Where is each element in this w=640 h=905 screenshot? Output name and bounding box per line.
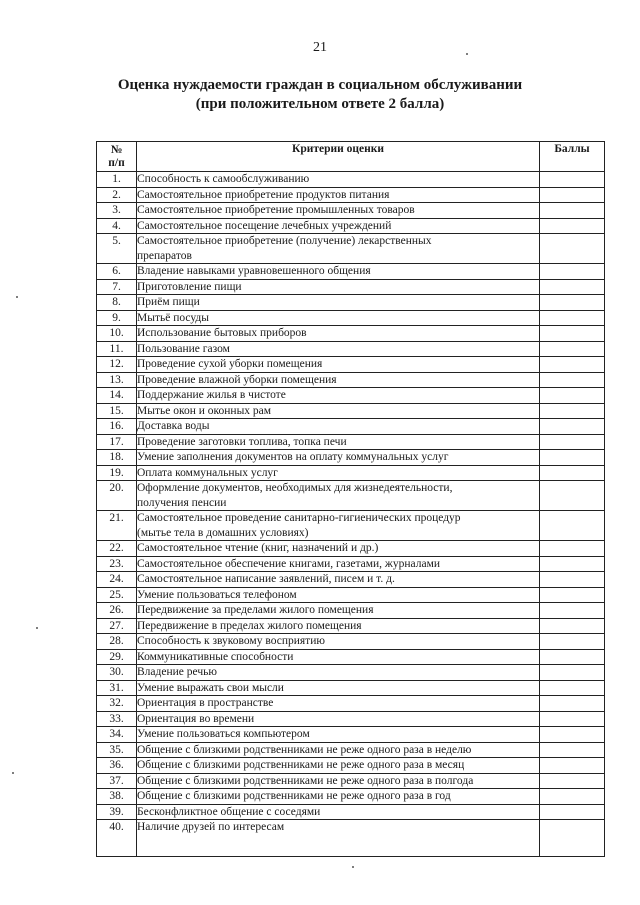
table-row bbox=[97, 680, 605, 696]
table-row bbox=[97, 773, 605, 789]
row-criterion bbox=[137, 218, 540, 234]
row-criterion bbox=[137, 587, 540, 603]
title-line-1: Оценка нуждаемости граждан в социальном обслуживании bbox=[117, 77, 523, 93]
row-score-cell[interactable] bbox=[540, 820, 605, 857]
row-criterion bbox=[137, 264, 540, 280]
table-row bbox=[97, 634, 605, 650]
row-number: 32. bbox=[97, 696, 137, 712]
row-number: 39. bbox=[97, 804, 137, 820]
criterion-text: Проведение влажной уборки помещения bbox=[137, 373, 337, 386]
row-criterion bbox=[137, 372, 540, 388]
criterion-text: Самостоятельное обеспечение книгами, газетами, журналами bbox=[137, 557, 441, 570]
criterion-text: Умение пользоваться телефоном bbox=[137, 588, 297, 601]
table-row bbox=[97, 203, 605, 219]
row-score-cell[interactable] bbox=[540, 680, 605, 696]
row-number: 12. bbox=[97, 357, 137, 373]
row-number: 11. bbox=[97, 341, 137, 357]
table-row bbox=[97, 372, 605, 388]
row-number: 23. bbox=[97, 556, 137, 572]
criterion-text: Самостоятельное посещение лечебных учреждений bbox=[137, 219, 392, 232]
criterion-text: Умение заполнения документов на оплату коммунальных услуг bbox=[137, 451, 449, 463]
criterion-text: Самостоятельное приобретение (получение) лекарственных bbox=[137, 235, 432, 247]
row-criterion bbox=[137, 203, 540, 219]
criterion-text: Общение с близкими родственниками не реже одного раза в год bbox=[137, 790, 451, 802]
row-score-cell[interactable] bbox=[540, 419, 605, 435]
row-criterion bbox=[137, 618, 540, 634]
table-row bbox=[97, 727, 605, 743]
table-row bbox=[97, 310, 605, 326]
criterion-text: Ориентация во времени bbox=[137, 712, 255, 725]
row-score-cell[interactable] bbox=[540, 789, 605, 805]
criterion-text: Проведение заготовки топлива, топка печи bbox=[137, 435, 347, 448]
row-criterion bbox=[137, 388, 540, 404]
row-score-cell[interactable] bbox=[540, 279, 605, 295]
header-criteria: Критерии оценки bbox=[137, 142, 540, 172]
row-score-cell[interactable] bbox=[540, 465, 605, 481]
table-row bbox=[97, 541, 605, 557]
row-score-cell[interactable] bbox=[540, 403, 605, 419]
row-criterion bbox=[137, 820, 540, 857]
row-score-cell[interactable] bbox=[540, 603, 605, 619]
row-criterion bbox=[137, 789, 540, 805]
row-criterion bbox=[137, 511, 540, 541]
criterion-text: Передвижение в пределах жилого помещения bbox=[137, 619, 362, 632]
row-number: 35. bbox=[97, 742, 137, 758]
criterion-text: Способность к звуковому восприятию bbox=[137, 635, 325, 647]
table-row bbox=[97, 649, 605, 665]
row-number: 1. bbox=[97, 172, 137, 188]
row-score-cell[interactable] bbox=[540, 172, 605, 188]
row-criterion bbox=[137, 603, 540, 619]
row-number: 21. bbox=[97, 511, 137, 541]
row-score-cell[interactable] bbox=[540, 541, 605, 557]
row-number: 5. bbox=[97, 234, 137, 264]
row-number: 27. bbox=[97, 618, 137, 634]
row-number: 19. bbox=[97, 465, 137, 481]
table-row bbox=[97, 511, 605, 541]
table-row bbox=[97, 465, 605, 481]
row-score-cell[interactable] bbox=[540, 556, 605, 572]
table-row bbox=[97, 665, 605, 681]
table-row bbox=[97, 587, 605, 603]
criterion-text: Доставка воды bbox=[137, 420, 210, 432]
row-criterion bbox=[137, 357, 540, 373]
criterion-text: Оформление документов, необходимых для жизнедеятельности, bbox=[137, 482, 453, 494]
row-criterion bbox=[137, 572, 540, 588]
row-score-cell[interactable] bbox=[540, 742, 605, 758]
table-row bbox=[97, 264, 605, 280]
criterion-text: Приготовление пищи bbox=[137, 280, 242, 293]
row-number: 9. bbox=[97, 310, 137, 326]
row-number: 33. bbox=[97, 711, 137, 727]
table-row bbox=[97, 434, 605, 450]
criteria-rows bbox=[97, 172, 605, 857]
scan-speck bbox=[36, 627, 38, 629]
row-number: 18. bbox=[97, 450, 137, 466]
row-score-cell[interactable] bbox=[540, 357, 605, 373]
row-score-cell[interactable] bbox=[540, 665, 605, 681]
row-criterion bbox=[137, 649, 540, 665]
row-score-cell[interactable] bbox=[540, 326, 605, 342]
row-number: 28. bbox=[97, 634, 137, 650]
row-number: 14. bbox=[97, 388, 137, 404]
criterion-text: Умение пользоваться компьютером bbox=[137, 728, 310, 740]
criterion-text: (мытье тела в домашних условиях) bbox=[137, 526, 309, 539]
criterion-text: Владение навыками уравновешенного общения bbox=[137, 265, 371, 277]
criterion-text: Проведение сухой уборки помещения bbox=[137, 358, 323, 370]
criterion-text: Самостоятельное приобретение промышленных товаров bbox=[137, 204, 415, 216]
table-row bbox=[97, 279, 605, 295]
criterion-text: препаратов bbox=[137, 249, 192, 262]
row-criterion bbox=[137, 279, 540, 295]
row-score-cell[interactable] bbox=[540, 773, 605, 789]
table-row bbox=[97, 326, 605, 342]
row-score-cell[interactable] bbox=[540, 727, 605, 743]
criterion-text: Общение с близкими родственниками не реже одного раза в месяц bbox=[137, 759, 465, 771]
criterion-text: Умение выражать свои мысли bbox=[137, 681, 284, 694]
scan-speck bbox=[12, 772, 14, 774]
criterion-text: Поддержание жилья в чистоте bbox=[137, 389, 286, 401]
row-score-cell[interactable] bbox=[540, 203, 605, 219]
row-score-cell[interactable] bbox=[540, 450, 605, 466]
row-criterion bbox=[137, 742, 540, 758]
row-score-cell[interactable] bbox=[540, 264, 605, 280]
scan-speck bbox=[16, 296, 18, 298]
criterion-text: Владение речью bbox=[137, 666, 217, 678]
criterion-text: Общение с близкими родственниками не реже одного раза в полгода bbox=[137, 774, 474, 787]
table-row bbox=[97, 758, 605, 774]
row-score-cell[interactable] bbox=[540, 758, 605, 774]
row-number: 15. bbox=[97, 403, 137, 419]
table-row bbox=[97, 388, 605, 404]
header-number bbox=[97, 142, 137, 172]
row-number: 16. bbox=[97, 419, 137, 435]
row-score-cell[interactable] bbox=[540, 696, 605, 712]
row-number: 26. bbox=[97, 603, 137, 619]
row-score-cell[interactable] bbox=[540, 295, 605, 311]
row-score-cell[interactable] bbox=[540, 388, 605, 404]
header-score: Баллы bbox=[540, 142, 605, 172]
row-number: 8. bbox=[97, 295, 137, 311]
row-number: 17. bbox=[97, 434, 137, 450]
row-criterion bbox=[137, 680, 540, 696]
row-number: 4. bbox=[97, 218, 137, 234]
row-criterion bbox=[137, 804, 540, 820]
row-score-cell[interactable] bbox=[540, 511, 605, 541]
row-number: 2. bbox=[97, 187, 137, 203]
header-number-abbr: п/п bbox=[108, 156, 125, 169]
row-score-cell[interactable] bbox=[540, 587, 605, 603]
row-criterion bbox=[137, 310, 540, 326]
row-criterion bbox=[137, 665, 540, 681]
row-score-cell[interactable] bbox=[540, 572, 605, 588]
row-criterion bbox=[137, 434, 540, 450]
page-title bbox=[0, 76, 640, 114]
row-criterion bbox=[137, 481, 540, 511]
criterion-text: Способность к самообслуживанию bbox=[137, 173, 310, 185]
row-score-cell[interactable] bbox=[540, 372, 605, 388]
criterion-text: Передвижение за пределами жилого помещения bbox=[137, 604, 374, 616]
table-row bbox=[97, 172, 605, 188]
row-number: 22. bbox=[97, 541, 137, 557]
row-number: 34. bbox=[97, 727, 137, 743]
row-number: 3. bbox=[97, 203, 137, 219]
row-number: 10. bbox=[97, 326, 137, 342]
row-criterion bbox=[137, 696, 540, 712]
criterion-text: Мытье окон и оконных рам bbox=[137, 404, 272, 417]
row-score-cell[interactable] bbox=[540, 218, 605, 234]
scan-speck bbox=[466, 53, 468, 55]
row-criterion bbox=[137, 295, 540, 311]
row-number: 29. bbox=[97, 649, 137, 665]
table-row bbox=[97, 618, 605, 634]
table-row bbox=[97, 218, 605, 234]
row-number: 20. bbox=[97, 481, 137, 511]
page-number: 21 bbox=[313, 40, 327, 55]
title-line-2: (при положительном ответе 2 балла) bbox=[195, 96, 445, 112]
table-row bbox=[97, 711, 605, 727]
row-score-cell[interactable] bbox=[540, 649, 605, 665]
row-number: 30. bbox=[97, 665, 137, 681]
table-row bbox=[97, 481, 605, 511]
criterion-text: Оплата коммунальных услуг bbox=[137, 466, 278, 479]
row-criterion bbox=[137, 341, 540, 357]
table-row bbox=[97, 820, 605, 857]
row-number: 40. bbox=[97, 820, 137, 857]
row-score-cell[interactable] bbox=[540, 481, 605, 511]
row-criterion bbox=[137, 187, 540, 203]
criterion-text: Самостоятельное написание заявлений, писем и т. д. bbox=[137, 573, 395, 585]
scan-speck bbox=[352, 866, 354, 868]
row-criterion bbox=[137, 172, 540, 188]
row-criterion bbox=[137, 634, 540, 650]
table-row bbox=[97, 742, 605, 758]
table-row bbox=[97, 789, 605, 805]
table-row bbox=[97, 234, 605, 264]
criteria-table bbox=[96, 141, 605, 857]
row-number: 6. bbox=[97, 264, 137, 280]
row-criterion bbox=[137, 465, 540, 481]
row-criterion bbox=[137, 773, 540, 789]
criterion-text: Самостоятельное проведение санитарно-гигиенических процедур bbox=[137, 512, 461, 524]
row-criterion bbox=[137, 234, 540, 264]
row-score-cell[interactable] bbox=[540, 634, 605, 650]
row-number: 38. bbox=[97, 789, 137, 805]
criterion-text: Наличие друзей по интересам bbox=[137, 821, 285, 833]
row-score-cell[interactable] bbox=[540, 310, 605, 326]
row-score-cell[interactable] bbox=[540, 711, 605, 727]
row-score-cell[interactable] bbox=[540, 804, 605, 820]
row-criterion bbox=[137, 556, 540, 572]
row-score-cell[interactable] bbox=[540, 187, 605, 203]
row-number: 31. bbox=[97, 680, 137, 696]
row-score-cell[interactable] bbox=[540, 618, 605, 634]
criterion-text: Приём пищи bbox=[137, 296, 200, 308]
row-number: 13. bbox=[97, 372, 137, 388]
row-number: 37. bbox=[97, 773, 137, 789]
criterion-text: Общение с близкими родственниками не реже одного раза в неделю bbox=[137, 743, 472, 756]
table-row bbox=[97, 419, 605, 435]
criterion-text: Бесконфликтное общение с соседями bbox=[137, 805, 321, 818]
row-number: 7. bbox=[97, 279, 137, 295]
table-row bbox=[97, 450, 605, 466]
table-row bbox=[97, 572, 605, 588]
row-criterion bbox=[137, 403, 540, 419]
table-row bbox=[97, 556, 605, 572]
row-score-cell[interactable] bbox=[540, 434, 605, 450]
table-row bbox=[97, 187, 605, 203]
criterion-text: Ориентация в пространстве bbox=[137, 697, 274, 709]
row-criterion bbox=[137, 541, 540, 557]
row-criterion bbox=[137, 450, 540, 466]
criterion-text: Использование бытовых приборов bbox=[137, 327, 307, 339]
criterion-text: Самостоятельное чтение (книг, назначений и др.) bbox=[137, 542, 379, 554]
row-criterion bbox=[137, 326, 540, 342]
row-number: 24. bbox=[97, 572, 137, 588]
row-number: 25. bbox=[97, 587, 137, 603]
table-row bbox=[97, 696, 605, 712]
table-row bbox=[97, 295, 605, 311]
row-criterion bbox=[137, 711, 540, 727]
row-number: 36. bbox=[97, 758, 137, 774]
row-criterion bbox=[137, 758, 540, 774]
criterion-text: получения пенсии bbox=[137, 496, 227, 509]
table-header-row bbox=[97, 142, 605, 172]
criterion-text: Коммуникативные способности bbox=[137, 650, 294, 663]
criterion-text: Пользование газом bbox=[137, 342, 230, 355]
table-row bbox=[97, 357, 605, 373]
table-row bbox=[97, 403, 605, 419]
row-criterion bbox=[137, 419, 540, 435]
row-criterion bbox=[137, 727, 540, 743]
criterion-text: Самостоятельное приобретение продуктов питания bbox=[137, 188, 390, 201]
table-row bbox=[97, 341, 605, 357]
table-row bbox=[97, 804, 605, 820]
header-number-symbol: № bbox=[110, 143, 123, 156]
row-score-cell[interactable] bbox=[540, 234, 605, 264]
criterion-text: Мытьё посуды bbox=[137, 311, 209, 324]
table-row bbox=[97, 603, 605, 619]
row-score-cell[interactable] bbox=[540, 341, 605, 357]
